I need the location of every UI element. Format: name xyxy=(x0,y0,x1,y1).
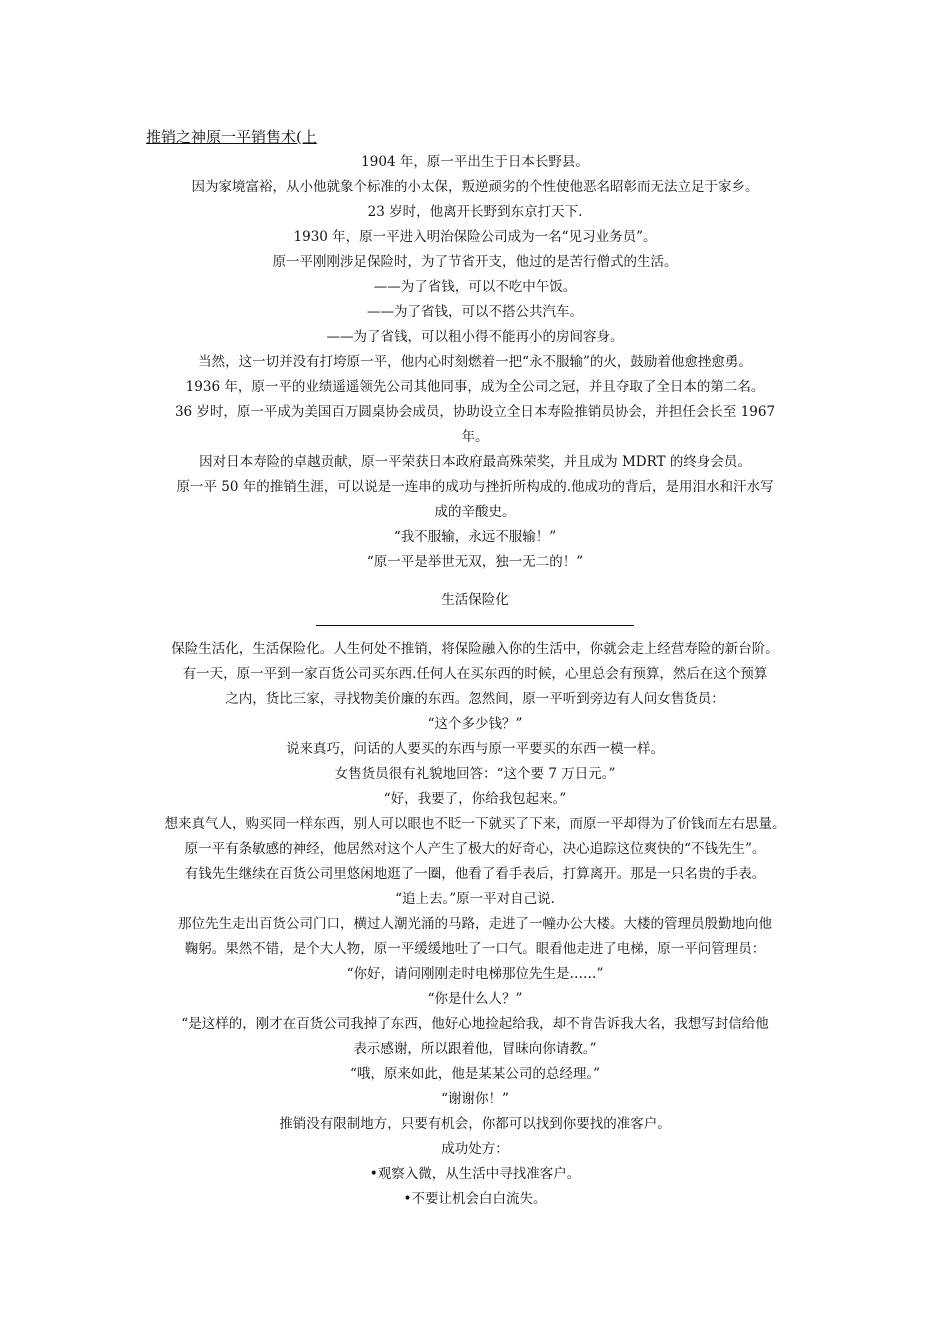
intro-line: 原一平刚刚涉足保险时，为了节省开支，他过的是苦行僧式的生活。 xyxy=(272,254,678,270)
intro-line: 36 岁时，原一平成为美国百万圆桌协会成员，协助设立全日本寿险推销员协会，并担任会长至 1967 xyxy=(174,404,776,420)
intro-line: 当然，这一切并没有打垮原一平，他内心时刻燃着一把“永不服输”的火，鼓励着他愈挫愈勇。 xyxy=(198,354,752,370)
intro-line: 成的辛酸史。 xyxy=(434,504,516,520)
body-line: “是这样的，刚才在百货公司我掉了东西，他好心地捡起给我，却不肯告诉我大名，我想写封信给他 xyxy=(181,1016,769,1032)
intro-line: ——为了省钱，可以不搭公共汽车。 xyxy=(367,304,583,320)
body-line: 之内，货比三家，寻找物美价廉的东西。忽然间，原一平听到旁边有人问女售货员： xyxy=(225,691,725,707)
intro-line: 23 岁时，他离开长野到东京打天下. xyxy=(367,204,583,220)
body-line: “哦，原来如此，他是某某公司的总经理。” xyxy=(349,1066,601,1082)
body-line: 说来真巧，问话的人要买的东西与原一平要买的东西一模一样。 xyxy=(286,741,664,757)
intro-line: “原一平是举世无双，独一无二的！” xyxy=(366,554,584,570)
intro-line: 1930 年，原一平进入明治保险公司成为一名“见习业务员”。 xyxy=(293,229,657,245)
body-line: 有一天，原一平到一家百货公司买东西.任何人在买东西的时候，心里总会有预算，然后在这个预算 xyxy=(182,666,768,682)
body-line: “追上去。”原一平对自己说. xyxy=(395,891,555,907)
intro-line: ——为了省钱，可以租小得不能再小的房间容身。 xyxy=(326,329,624,345)
body-line: “这个多少钱？” xyxy=(427,716,523,732)
intro-line: 因为家境富裕，从小他就象个标准的小太保，叛逆顽劣的个性使他恶名昭彰而无法立足于家乡。 xyxy=(191,179,759,195)
intro-line: “我不服输，永远不服输！” xyxy=(393,529,557,545)
body-line: “你是什么人？” xyxy=(427,991,523,1007)
intro-line: 1936 年，原一平的业绩遥遥领先公司其他同事，成为全公司之冠，并且夺取了全日本的第二名。 xyxy=(185,379,765,395)
body-line: 女售货员很有礼貌地回答：“这个要 7 万日元。” xyxy=(334,766,616,782)
body-line: •观察入微，从生活中寻找准客户。 xyxy=(369,1166,581,1182)
body-line: 成功处方： xyxy=(441,1141,509,1157)
body-line: 原一平有条敏感的神经，他居然对这个人产生了极大的好奇心，决心追踪这位爽快的“不钱先生”。 xyxy=(184,841,766,857)
body-line: 想来真气人，购买同一样东西，别人可以眼也不眨一下就买了下来，而原一平却得为了价钱而左右思量。 xyxy=(164,816,786,832)
body-line: “谢谢你！” xyxy=(441,1091,509,1107)
body-line: •不要让机会白白流失。 xyxy=(403,1191,547,1207)
intro-line: 原一平 50 年的推销生涯，可以说是一连串的成功与挫折所构成的.他成功的背后，是用泪水和汗水写 xyxy=(176,479,774,495)
body-line: 鞠躬。果然不错，是个大人物，原一平缓缓地吐了一口气。眼看他走进了电梯，原一平问管理员： xyxy=(184,941,766,957)
intro-line: 1904 年，原一平出生于日本长野县。 xyxy=(361,154,589,170)
body-line: 那位先生走出百货公司门口，横过人潮光涌的马路，走进了一幢办公大楼。大楼的管理员殷勤地向他 xyxy=(178,916,772,932)
body-line: “你好，请问刚刚走时电梯那位先生是……” xyxy=(346,966,604,982)
intro-line: 年。 xyxy=(461,429,489,445)
body-line: “好，我要了，你给我包起来。” xyxy=(383,791,567,807)
body-line: 有钱先生继续在百货公司里悠闲地逛了一圈，他看了看手表后，打算离开。那是一只名贵的手表。 xyxy=(184,866,766,882)
document-title: 推销之神原一平销售术(上 xyxy=(146,128,317,146)
body-line: 表示感谢，所以跟着他，冒昧向你请教。” xyxy=(353,1041,597,1057)
section-divider xyxy=(316,625,634,626)
section-heading: 生活保险化 xyxy=(441,592,509,608)
body-line: 推销没有限制地方，只要有机会，你都可以找到你要找的准客户。 xyxy=(279,1116,671,1132)
body-line: 保险生活化，生活保险化。人生何处不推销，将保险融入你的生活中，你就会走上经营寿险的新台阶。 xyxy=(171,641,779,657)
intro-line: 因对日本寿险的卓越贡献，原一平荣获日本政府最高殊荣奖，并且成为 MDRT 的终身会员。 xyxy=(199,454,751,470)
intro-line: ——为了省钱，可以不吃中午饭。 xyxy=(373,279,577,295)
